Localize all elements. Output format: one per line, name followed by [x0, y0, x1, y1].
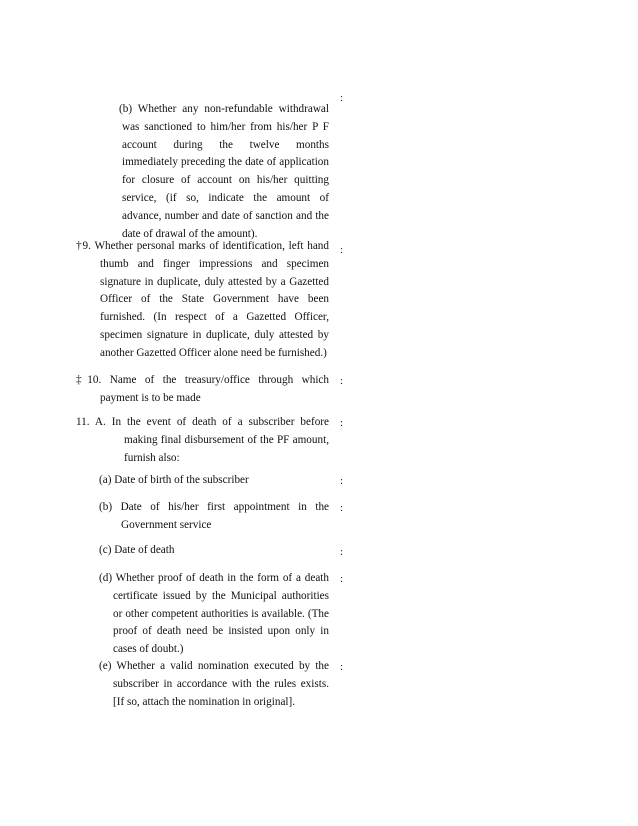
colon-11d: : [340, 573, 344, 585]
item-b-text: (b) Whether any non-refundable withdrawal was sanctioned to him/her from his/her P F account during the twelve months immediately preceding the date of application for closure of account on his/her quitting service, (if so, indicate the amount of advance, number and date of sanction and the date of drawal of the amount). [119, 103, 329, 240]
item-10-text: ‡10. Name of the treasury/office through which payment is to be made [76, 374, 329, 404]
item-11 [76, 414, 329, 467]
item-11d [99, 570, 329, 659]
colon-b: : [340, 92, 344, 104]
item-11b-text: (b) Date of his/her first appointment in the Government service [99, 501, 329, 531]
colon-11c: : [340, 546, 344, 558]
item-11c [99, 542, 329, 560]
item-11e [99, 658, 329, 711]
item-9-text: †9. Whether personal marks of identification, left hand thumb and finger impressions and specimen signature in duplicate, duly attested by a Gazetted Officer of the State Government have been furnished. (In respect of a Gazetted Officer, specimen signature in duplicate, duly attested by another Gazetted Officer alone need be furnished.) [76, 240, 329, 359]
colon-11e: : [340, 661, 344, 673]
colon-9: : [340, 244, 344, 256]
item-9 [76, 238, 329, 363]
colon-11a: : [340, 475, 344, 487]
item-b [103, 101, 329, 243]
colon-10: : [340, 375, 344, 387]
item-11a [99, 472, 329, 490]
item-11-text: 11. A. In the event of death of a subscriber before making final disbursement of the PF amount, furnish also: [76, 416, 329, 464]
colon-11: : [340, 417, 344, 429]
item-10 [76, 372, 329, 408]
item-11d-text: (d) Whether proof of death in the form of a death certificate issued by the Municipal authorities or other competent authorities is available. (The proof of death need be insisted upon only in cases of doubt.) [99, 572, 329, 656]
item-11c-text: (c) Date of death [99, 544, 175, 556]
colon-11b: : [340, 502, 344, 514]
item-11a-text: (a) Date of birth of the subscriber [99, 474, 249, 486]
item-11e-text: (e) Whether a valid nomination executed by the subscriber in accordance with the rules exists. [If so, attach the nomination in original]. [99, 660, 329, 708]
item-11b [99, 499, 329, 535]
